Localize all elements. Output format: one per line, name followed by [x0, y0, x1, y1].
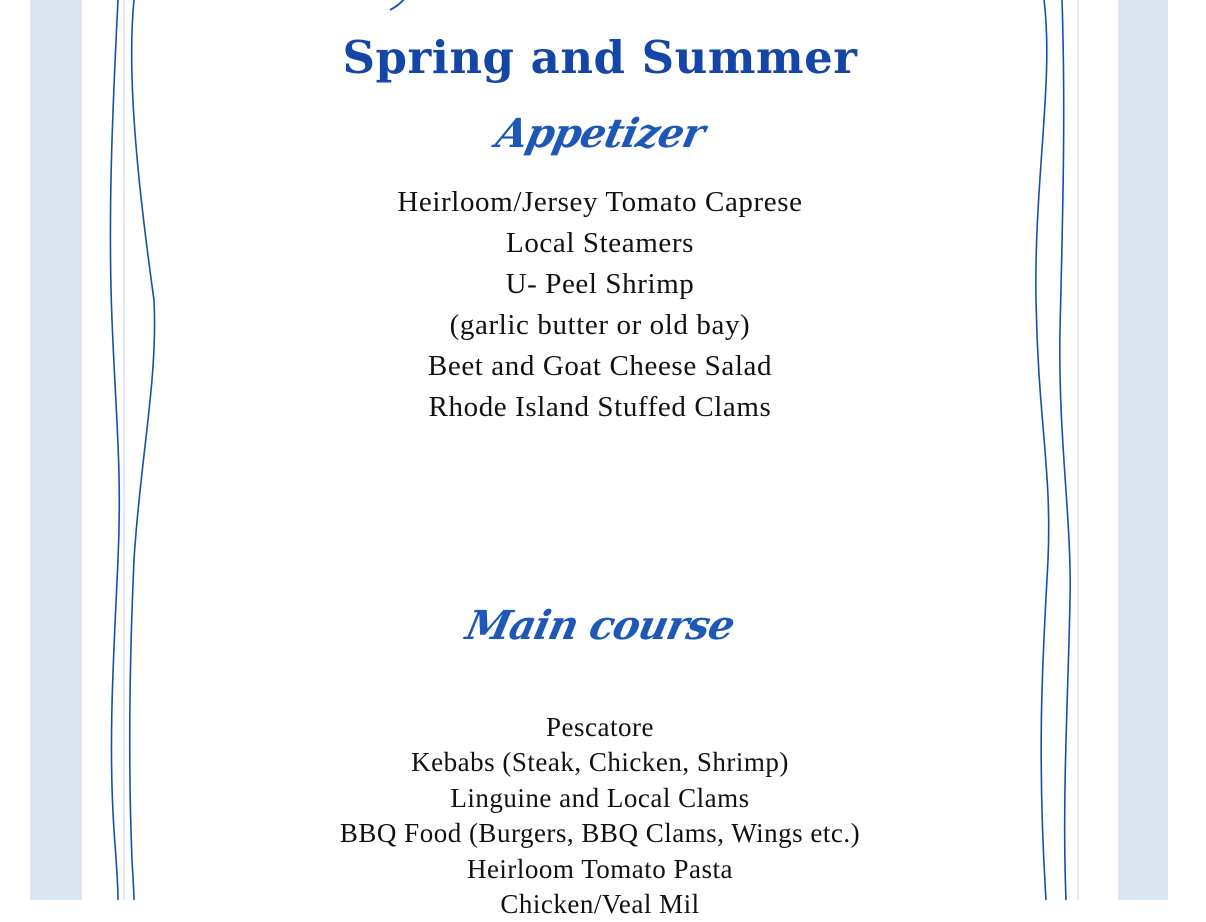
- menu-item: Heirloom/Jersey Tomato Caprese: [397, 186, 803, 218]
- menu-item: Linguine and Local Clams: [450, 782, 750, 813]
- menu-item: Kebabs (Steak, Chicken, Shrimp): [411, 747, 789, 778]
- menu-item: Chicken/Veal Mil: [500, 889, 700, 920]
- menu-item: Rhode Island Stuffed Clams: [428, 391, 772, 423]
- menu-item: Local Steamers: [506, 227, 694, 259]
- main-course-heading: Main course: [461, 602, 739, 649]
- menu-item: U- Peel Shrimp: [505, 268, 695, 300]
- menu-item: BBQ Food (Burgers, BBQ Clams, Wings etc.): [339, 818, 861, 849]
- season-title: Spring and Summer: [342, 31, 858, 84]
- menu-item: Heirloom Tomato Pasta: [466, 853, 734, 884]
- main-course-list: [0, 710, 1200, 922]
- menu-item: Beet and Goat Cheese Salad: [427, 350, 773, 382]
- script-flourish-icon: [388, 0, 428, 14]
- menu-item: Pescatore: [546, 712, 654, 742]
- appetizer-heading: Appetizer: [491, 110, 709, 157]
- menu-item-note: (garlic butter or old bay): [449, 309, 751, 341]
- appetizer-list: [0, 182, 1200, 428]
